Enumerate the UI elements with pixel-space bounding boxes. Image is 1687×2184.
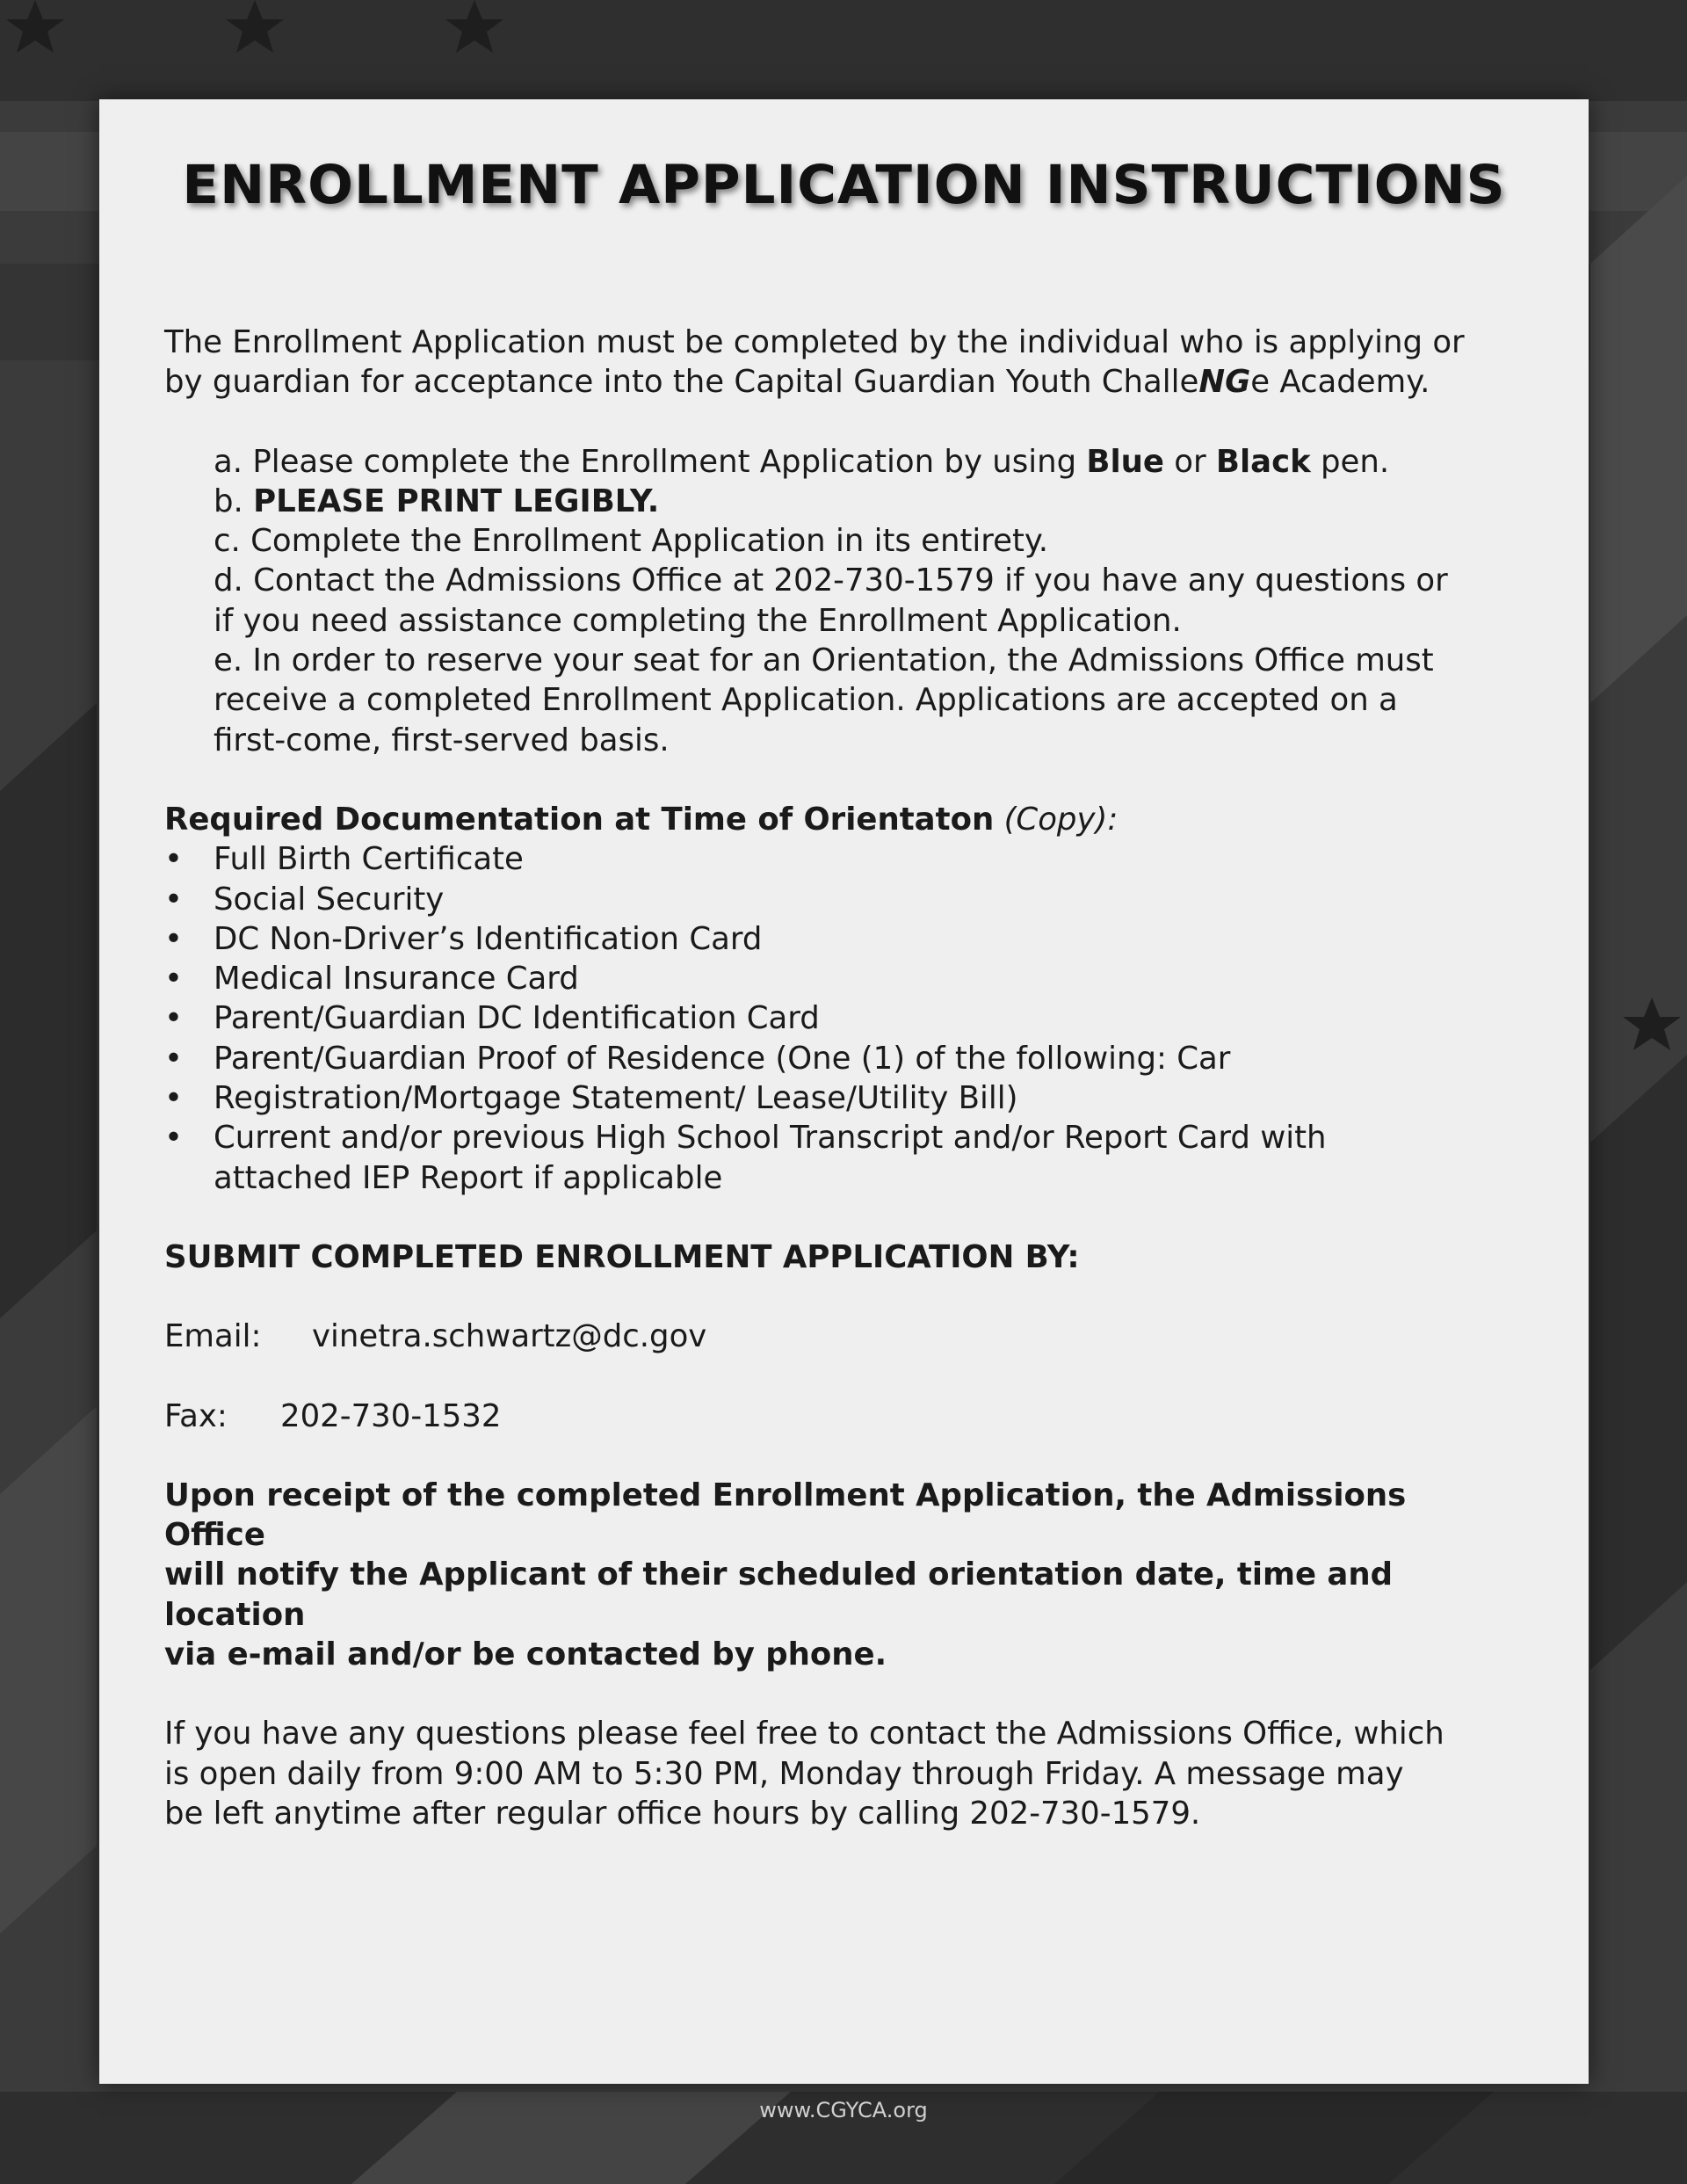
fax-row	[164, 1397, 1517, 1436]
bullet-icon: •	[164, 961, 183, 998]
list-item: • Parent/Guardian DC Identification Card	[164, 998, 1517, 1038]
closing-paragraph: If you have any questions please feel free to contact the Admissions Office, which is open daily from 9:00 AM to 5:30 PM, Monday through Friday. A message may be left anytime after regular office hours by calling 202-730-1579.	[164, 1716, 1444, 1832]
page-title: ENROLLMENT APPLICATION INSTRUCTIONS	[182, 154, 1506, 216]
bullet-icon: •	[164, 841, 183, 878]
step-d-line-1: d. Contact the Admissions Office at 202-730-1579 if you have any questions or	[214, 562, 1448, 599]
required-heading: Required Documentation at Time of Orientaton (Copy):	[164, 801, 1119, 838]
black-pen: Black	[1215, 443, 1311, 480]
step-e-line-1: e. In order to reserve your seat for an Orientation, the Admissions Office must	[214, 642, 1434, 679]
list-item: • Parent/Guardian Proof of Residence (One (1) of the following: Car	[164, 1039, 1517, 1078]
bullet-icon: •	[164, 1080, 183, 1117]
list-item: • Medical Insurance Card	[164, 959, 1517, 998]
list-item: • Registration/Mortgage Statement/ Lease/Utility Bill)	[164, 1078, 1517, 1118]
step-e-line-3: first-come, first-served basis.	[214, 722, 670, 758]
bullet-icon: •	[164, 920, 183, 957]
instructions-body	[164, 323, 1517, 1833]
fax-label: Fax:	[164, 1397, 228, 1434]
list-item: • Full Birth Certificate	[164, 839, 1517, 879]
notice-paragraph: Upon receipt of the completed Enrollment Application, the Admissions Office will notify the Applicant of their scheduled orientation date, time and location via e-mail and/or be contacted by phone.	[164, 1477, 1407, 1673]
list-item: • Social Security	[164, 880, 1517, 919]
bullet-icon: •	[164, 1040, 183, 1077]
blue-pen: Blue	[1086, 443, 1164, 480]
email-link[interactable]: vinetra.schwartz@dc.gov	[312, 1318, 707, 1355]
submit-heading: SUBMIT COMPLETED ENROLLMENT APPLICATION BY:	[164, 1238, 1080, 1275]
step-c: c. Complete the Enrollment Application in its entirety.	[214, 523, 1049, 560]
required-list	[164, 839, 1517, 1198]
bullet-icon: •	[164, 1000, 183, 1037]
step-a: a. Please complete the Enrollment Application by using Blue or Black pen.	[214, 443, 1390, 480]
step-e-line-2: receive a completed Enrollment Application. Applications are accepted on a	[214, 682, 1398, 719]
intro-ng: NG	[1198, 364, 1251, 401]
steps-list	[164, 442, 1517, 760]
step-b: b. PLEASE PRINT LEGIBLY.	[214, 483, 660, 519]
email-label: Email:	[164, 1318, 262, 1355]
intro-paragraph	[164, 323, 1517, 403]
bullet-icon: •	[164, 1120, 183, 1157]
step-d-line-2: if you need assistance completing the Enrollment Application.	[214, 602, 1182, 639]
email-row	[164, 1317, 1517, 1356]
intro-line-1: The Enrollment Application must be completed by the individual who is applying or	[164, 324, 1465, 360]
bullet-icon: •	[164, 881, 183, 918]
footer-website-link[interactable]: www.CGYCA.org	[759, 2098, 928, 2122]
intro-line-2a: by guardian for acceptance into the Capital Guardian Youth Challe	[164, 364, 1199, 401]
fax-number: 202-730-1532	[280, 1397, 502, 1434]
instructions-panel	[99, 99, 1589, 2084]
list-item: • Current and/or previous High School Transcript and/or Report Card with attached IEP Report if applicable	[164, 1120, 1327, 1196]
intro-line-2b: e Academy.	[1250, 364, 1430, 401]
list-item: • DC Non-Driver’s Identification Card	[164, 919, 1517, 959]
